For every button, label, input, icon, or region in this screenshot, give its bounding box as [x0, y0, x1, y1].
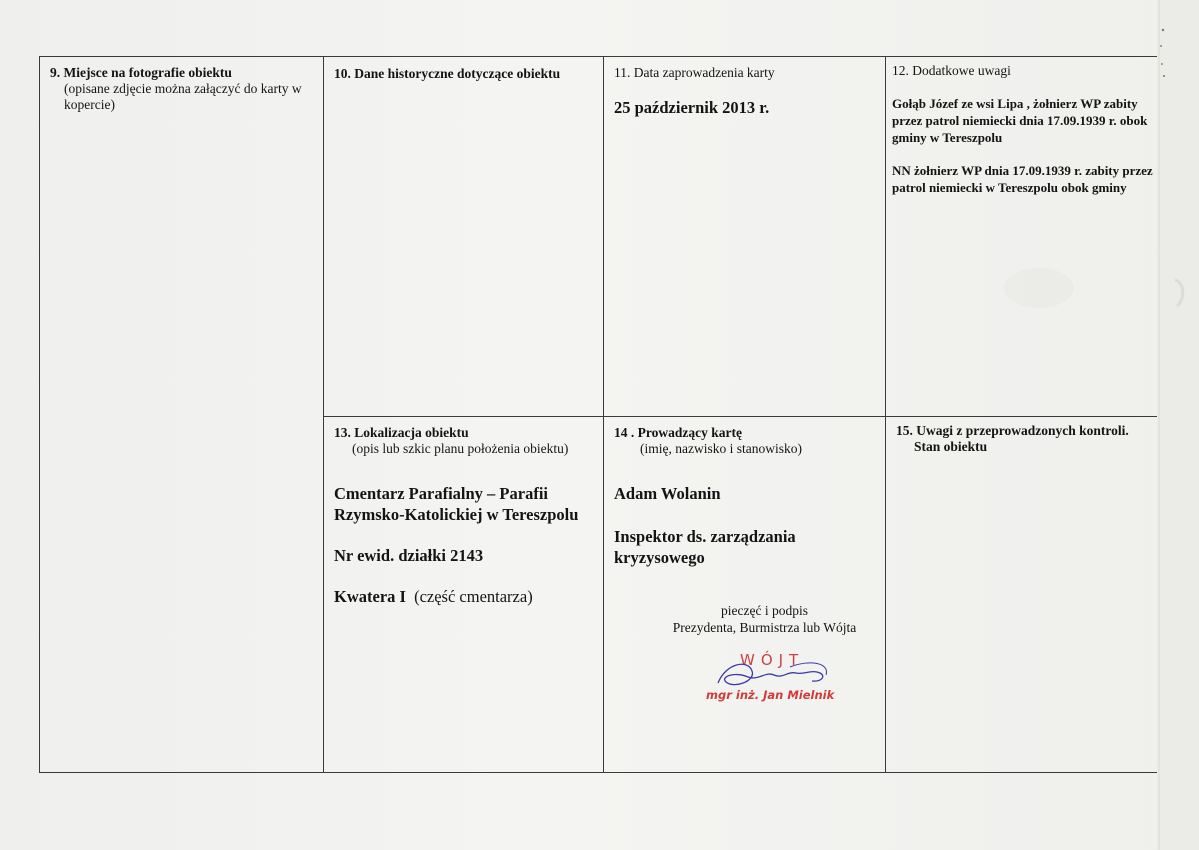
cell-15-title: 15. Uwagi z przeprowadzonych kontroli.	[896, 423, 1129, 438]
location-parcel-number: Nr ewid. działki 2143	[334, 546, 484, 565]
cell-inspections	[886, 417, 1161, 773]
cell-13-title: 13. Lokalizacja obiektu	[334, 425, 469, 440]
cell-12-title: 12. Dodatkowe uwagi	[892, 63, 1011, 78]
stamp-label	[614, 602, 879, 636]
cell-9-title: 9. Miejsce na fotografie obiektu	[50, 65, 232, 80]
cell-location	[324, 417, 604, 773]
stamp-title: WÓJT	[740, 651, 805, 669]
record-card-table	[39, 56, 1161, 773]
cell-additional-notes	[886, 57, 1161, 417]
cell-14-title: 14 . Prowadzący kartę	[614, 425, 742, 440]
stamp-name: mgr inż. Jan Mielnik	[706, 688, 835, 702]
additional-note-1: Gołąb Józef ze wsi Lipa , żołnierz WP zabity przez patrol niemiecki dnia 17.09.1939 r. obok gminy w Tereszpolu	[892, 96, 1148, 145]
cell-14-subtitle: (imię, nazwisko i stanowisko)	[640, 441, 802, 456]
cell-card-keeper	[604, 417, 886, 773]
stamp-label-line-2: Prezydenta, Burmistrza lub Wójta	[672, 620, 857, 635]
card-date-value: 25 październik 2013 r.	[614, 98, 770, 117]
stamp-label-line-1: pieczęć i podpis	[721, 603, 808, 618]
cell-photo-place	[40, 57, 324, 773]
location-quarter	[334, 586, 597, 607]
keeper-position: Inspektor ds. zarządzania kryzysowego	[614, 527, 796, 567]
location-quarter-note: (część cmentarza)	[414, 587, 533, 606]
stamp-and-signature	[700, 649, 850, 709]
edge-marks	[1155, 0, 1199, 850]
location-quarter-label: Kwatera I	[334, 587, 406, 606]
scan-smudge	[1004, 268, 1074, 308]
cell-card-date	[604, 57, 886, 417]
cell-13-subtitle: (opis lub szkic planu położenia obiektu)	[352, 441, 569, 456]
keeper-name: Adam Wolanin	[614, 484, 721, 503]
cell-11-title: 11. Data zaprowadzenia karty	[614, 65, 775, 80]
scan-edge-artifacts	[1155, 0, 1199, 850]
cell-historical-data	[324, 57, 604, 417]
additional-note-2: NN żołnierz WP dnia 17.09.1939 r. zabity przez patrol niemiecki w Tereszpolu obok gminy	[892, 163, 1153, 195]
cell-9-subtitle: (opisane zdjęcie można załączyć do karty w kopercie)	[64, 81, 302, 112]
cell-15-subtitle: Stan obiektu	[914, 439, 988, 454]
location-cemetery: Cmentarz Parafialny – Parafii Rzymsko-Katolickiej w Tereszpolu	[334, 484, 579, 524]
cell-10-title: 10. Dane historyczne dotyczące obiektu	[334, 66, 561, 81]
